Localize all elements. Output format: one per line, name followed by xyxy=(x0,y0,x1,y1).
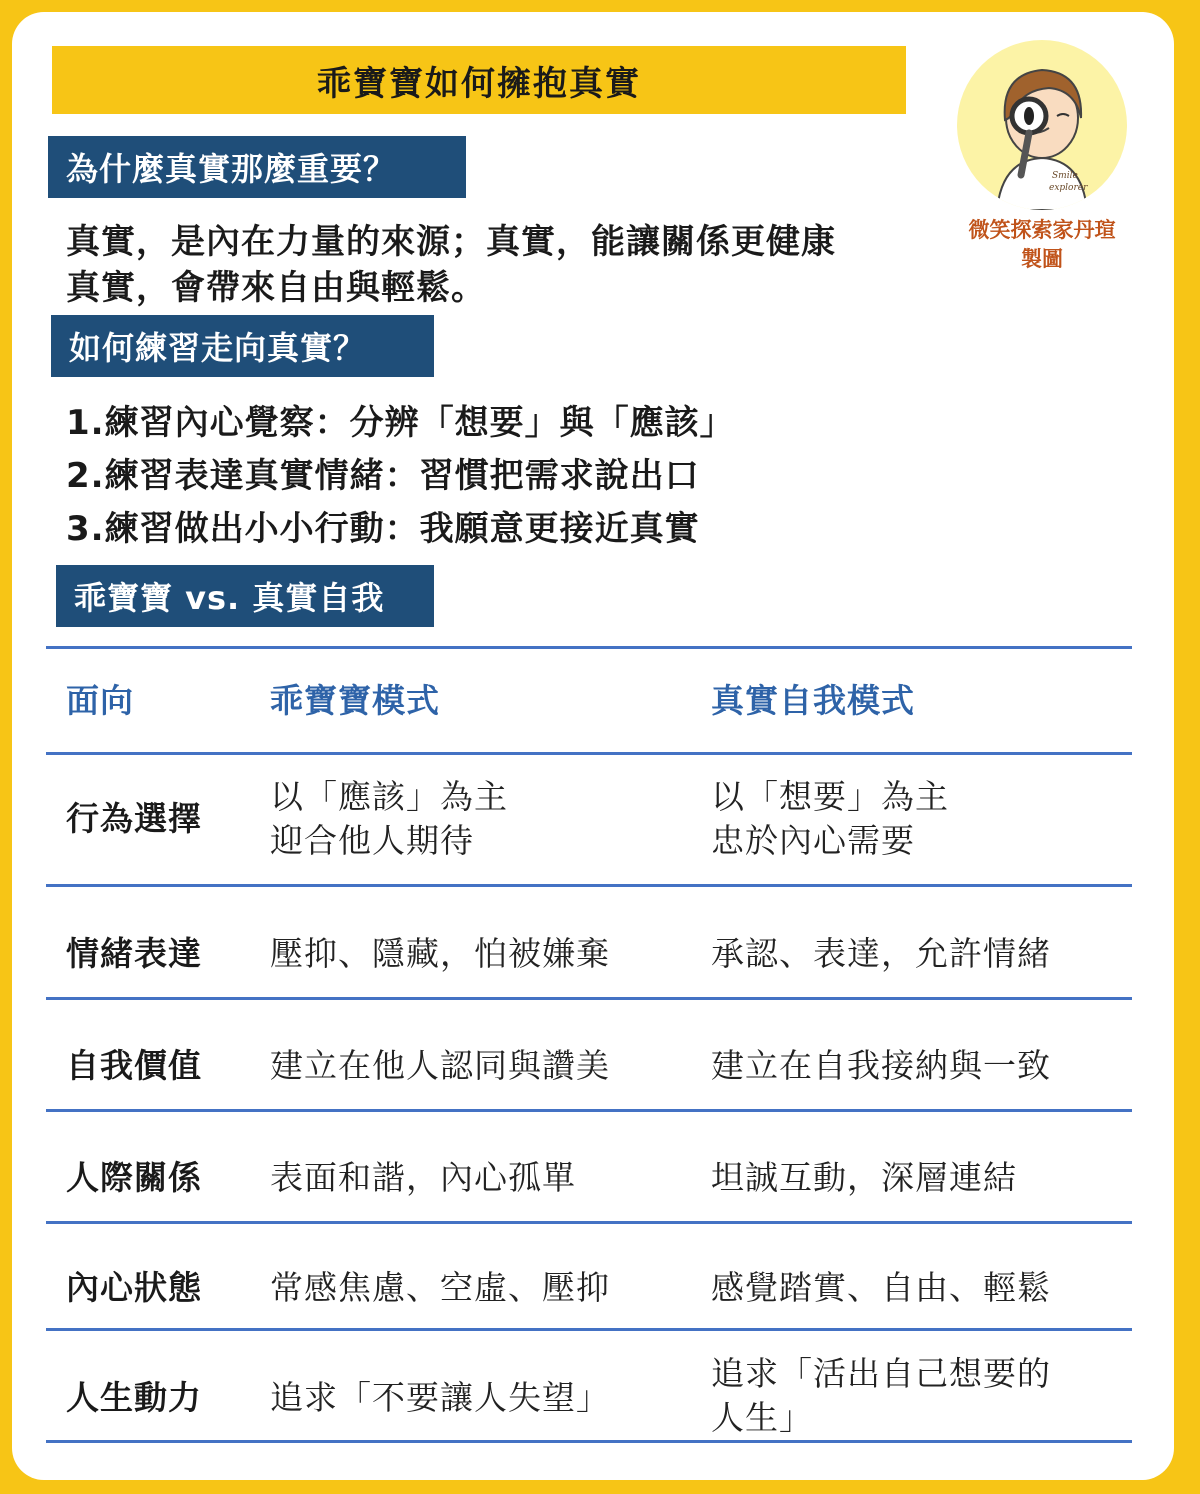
table-rule xyxy=(46,997,1132,1000)
good-kid-cell: 追求「不要讓人失望」 xyxy=(270,1378,610,1417)
explorer-avatar xyxy=(957,40,1127,210)
true-self-cell: 感覺踏實、自由、輕鬆 xyxy=(711,1268,1051,1307)
practice-step-2: 2.練習表達真實情緒：習慣把需求說出口 xyxy=(66,456,700,496)
practice-step-3: 3.練習做出小小行動：我願意更接近真實 xyxy=(66,509,700,549)
credit-label: 製圖 xyxy=(1021,247,1063,271)
row-aspect: 人生動力 xyxy=(66,1378,202,1417)
comparison-section-heading: 乖寶寶 vs. 真實自我 xyxy=(56,565,434,627)
true-self-cell xyxy=(711,1352,1051,1440)
why-section-heading: 為什麼真實那麼重要？ xyxy=(48,136,466,198)
row-aspect: 行為選擇 xyxy=(66,799,202,838)
true-self-cell: 建立在自我接納與一致 xyxy=(711,1046,1051,1085)
table-rule xyxy=(46,752,1132,755)
table-rule xyxy=(46,884,1132,887)
shirt-text-1: Smile xyxy=(1052,171,1078,181)
good-kid-line: 以「應該」為主 xyxy=(270,777,508,816)
shirt-text-2: explorer xyxy=(1049,183,1088,193)
true-self-line: 人生」 xyxy=(711,1398,813,1437)
true-self-cell xyxy=(711,775,949,863)
true-self-cell: 承認、表達，允許情緒 xyxy=(711,934,1051,973)
why-text-line-2: 真實，會帶來自由與輕鬆。 xyxy=(66,268,486,308)
row-aspect: 情緒表達 xyxy=(66,934,202,973)
good-kid-cell xyxy=(270,775,508,863)
row-aspect: 自我價值 xyxy=(66,1046,202,1085)
table-rule xyxy=(46,1221,1132,1224)
true-self-line: 忠於內心需要 xyxy=(711,821,915,860)
row-aspect: 內心狀態 xyxy=(66,1268,202,1307)
credit xyxy=(942,216,1142,274)
true-self-line: 追求「活出自己想要的 xyxy=(711,1354,1051,1393)
practice-step-1: 1.練習內心覺察：分辨「想要」與「應該」 xyxy=(66,403,735,443)
column-header-aspect: 面向 xyxy=(66,681,134,720)
why-text-line-1: 真實，是內在力量的來源；真實，能讓關係更健康 xyxy=(66,222,836,262)
column-header-good-kid: 乖寶寶模式 xyxy=(270,681,440,720)
true-self-cell: 坦誠互動，深層連結 xyxy=(711,1158,1017,1197)
how-section-heading: 如何練習走向真實？ xyxy=(51,315,434,377)
good-kid-cell: 壓抑、隱藏，怕被嫌棄 xyxy=(270,934,610,973)
credit-author: 微笑探索家丹瑄 xyxy=(968,218,1116,242)
table-rule xyxy=(46,1440,1132,1443)
true-self-line: 以「想要」為主 xyxy=(711,777,949,816)
row-aspect: 人際關係 xyxy=(66,1158,202,1197)
table-rule xyxy=(46,646,1132,649)
table-rule xyxy=(46,1328,1132,1331)
good-kid-line: 迎合他人期待 xyxy=(270,821,474,860)
good-kid-cell: 表面和諧，內心孤單 xyxy=(270,1158,576,1197)
table-rule xyxy=(46,1109,1132,1112)
explorer-illustration-icon xyxy=(957,40,1127,210)
good-kid-cell: 常感焦慮、空虛、壓抑 xyxy=(270,1268,610,1307)
good-kid-cell: 建立在他人認同與讚美 xyxy=(270,1046,610,1085)
column-header-true-self: 真實自我模式 xyxy=(711,681,915,720)
infographic-card xyxy=(12,12,1174,1480)
page-title: 乖寶寶如何擁抱真實 xyxy=(52,46,906,114)
